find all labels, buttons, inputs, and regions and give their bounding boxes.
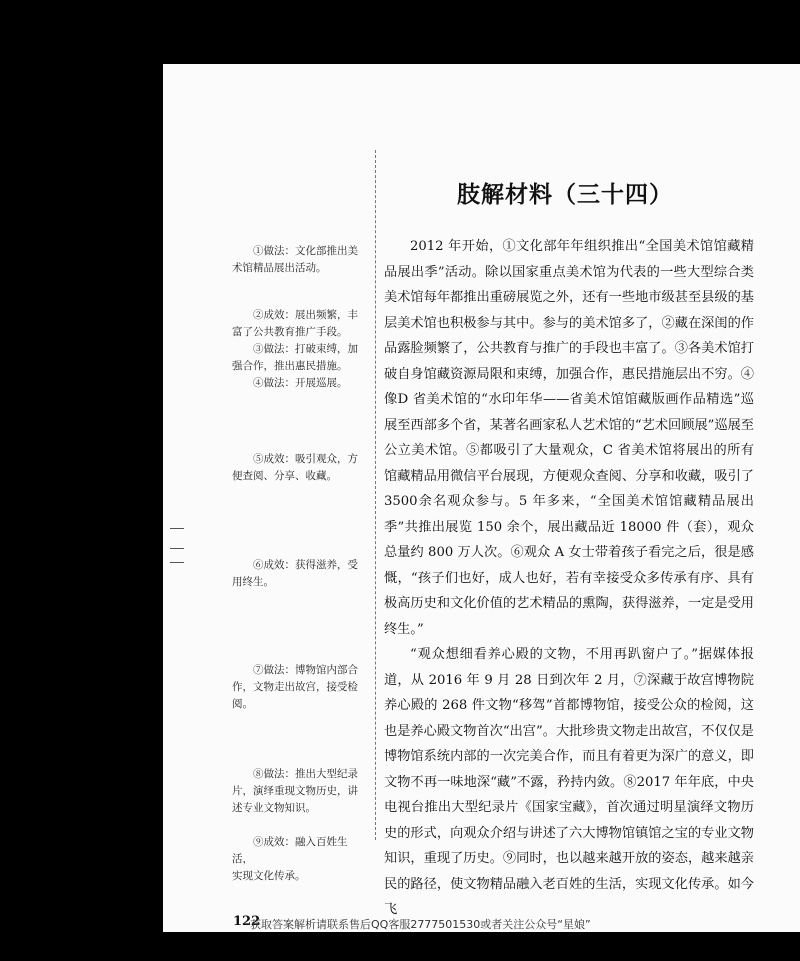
margin-tick <box>170 548 184 549</box>
page-number: 122 <box>233 914 261 929</box>
margin-note <box>232 766 364 817</box>
margin-note <box>232 307 364 392</box>
margin-note <box>232 557 364 591</box>
note-line: 阅。 <box>232 698 253 710</box>
main-text <box>384 234 754 923</box>
note-line: 述专业文物知识。 <box>232 802 316 814</box>
margin-note <box>232 451 364 485</box>
note-line: ⑨成效：融入百姓生活， <box>232 836 348 865</box>
margin-note <box>232 834 364 885</box>
note-line: 便查阅、分享、收藏。 <box>232 470 337 482</box>
note-line: 实现文化传承。 <box>232 870 306 882</box>
note-line: ⑦做法：博物馆内部合 <box>253 664 358 676</box>
margin-note <box>232 243 364 277</box>
paragraph: 2012 年开始，①文化部年年组织推出“全国美术馆馆藏精品展出季”活动。除以国家重点美术馆为代表的一些大型综合类美术馆每年都推出重磅展览之外，还有一些地市级甚至县级的基层美术馆也积极参与其中。参与的美术馆多了，②藏在深闺的作品露脸频繁了，公共教育与推广的手段也丰富了。③各美术馆打破自身馆藏资源局限和束缚，加强合作，惠民措施层出不穷。④像D 省美术馆的“水印年华——省美术馆馆藏版画作品精选”巡展至西部多个省，某著名画家私人艺术馆的“艺术回顾展”巡展至公立美术馆。⑤都吸引了大量观众，C 省美术馆将展出的所有馆藏精品用微信平台展现，方便观众查阅、分享和收藏，吸引了 3500余名观众参与。5 年多来，“全国美术馆馆藏精品展出季”共推出展览 150 余个，展出藏品近 18000 件（套），观众总量约 800 万人次。⑥观众 A 女士带着孩子看完之后，很是感慨，“孩子们也好，成人也好，若有幸接受众多传承有序、具有极高历史和文化价值的艺术精品的熏陶，获得滋养，一定是受用终生。” <box>384 239 754 637</box>
note-line: 片，演绎重现文物历史，讲 <box>232 785 358 797</box>
scan-border-bottom <box>0 932 800 961</box>
note-line: ⑥成效：获得滋养，受 <box>253 559 358 571</box>
note-line: ⑧做法：推出大型纪录 <box>253 768 358 780</box>
paragraph: “观众想细看养心殿的文物，不用再趴窗户了。”据媒体报道，从 2016 年 9 月 28 日到次年 2 月，⑦深藏于故宫博物院养心殿的 268 件文物“移驾”首都博物馆，接受公众的检阅，这也是养心殿文物首次“出宫”。大批珍贵文物走出故宫，不仅仅是博物馆系统内部的一次完美合作，而且有着更为深广的意义，即文物不再一味地深“藏”不露，矜持内敛。⑧2017 年年底，中央电视台推出大型纪录片《国家宝藏》，首次通过明星演绎文物历史的形式，向观众介绍与讲述了六大博物馆镇馆之宝的专业文物知识，重现了历史。⑨同时，也以越来越开放的姿态，越来越亲民的路径，使文物精品融入老百姓的生活，实现文化传承。如今飞 <box>384 647 754 917</box>
margin-tick <box>170 562 184 563</box>
note-line: 强合作，推出惠民措施。 <box>232 360 348 372</box>
note-line: ②成效：展出频繁，丰 <box>253 309 358 321</box>
note-line: ⑤成效：吸引观众，方 <box>253 453 358 465</box>
page-title: 肢解材料（三十四） <box>457 181 673 208</box>
scan-border-left <box>0 0 163 961</box>
note-line: ④做法：开展巡展。 <box>253 377 348 389</box>
note-line: ①做法：文化部推出美 <box>253 245 358 257</box>
note-line: ③做法：打破束缚，加 <box>253 343 358 355</box>
margin-note <box>232 662 364 713</box>
column-divider <box>375 150 376 840</box>
note-line: 富了公共教育推广手段。 <box>232 326 348 338</box>
footer-watermark-text: 获取答案解析请联系售后QQ客服2777501530或者关注公众号“星娘” <box>250 918 591 931</box>
note-line: 用终生。 <box>232 576 274 588</box>
note-line: 术馆精品展出活动。 <box>232 262 327 274</box>
margin-tick <box>170 528 184 529</box>
note-line: 作，文物走出故宫，接受检 <box>232 681 358 693</box>
